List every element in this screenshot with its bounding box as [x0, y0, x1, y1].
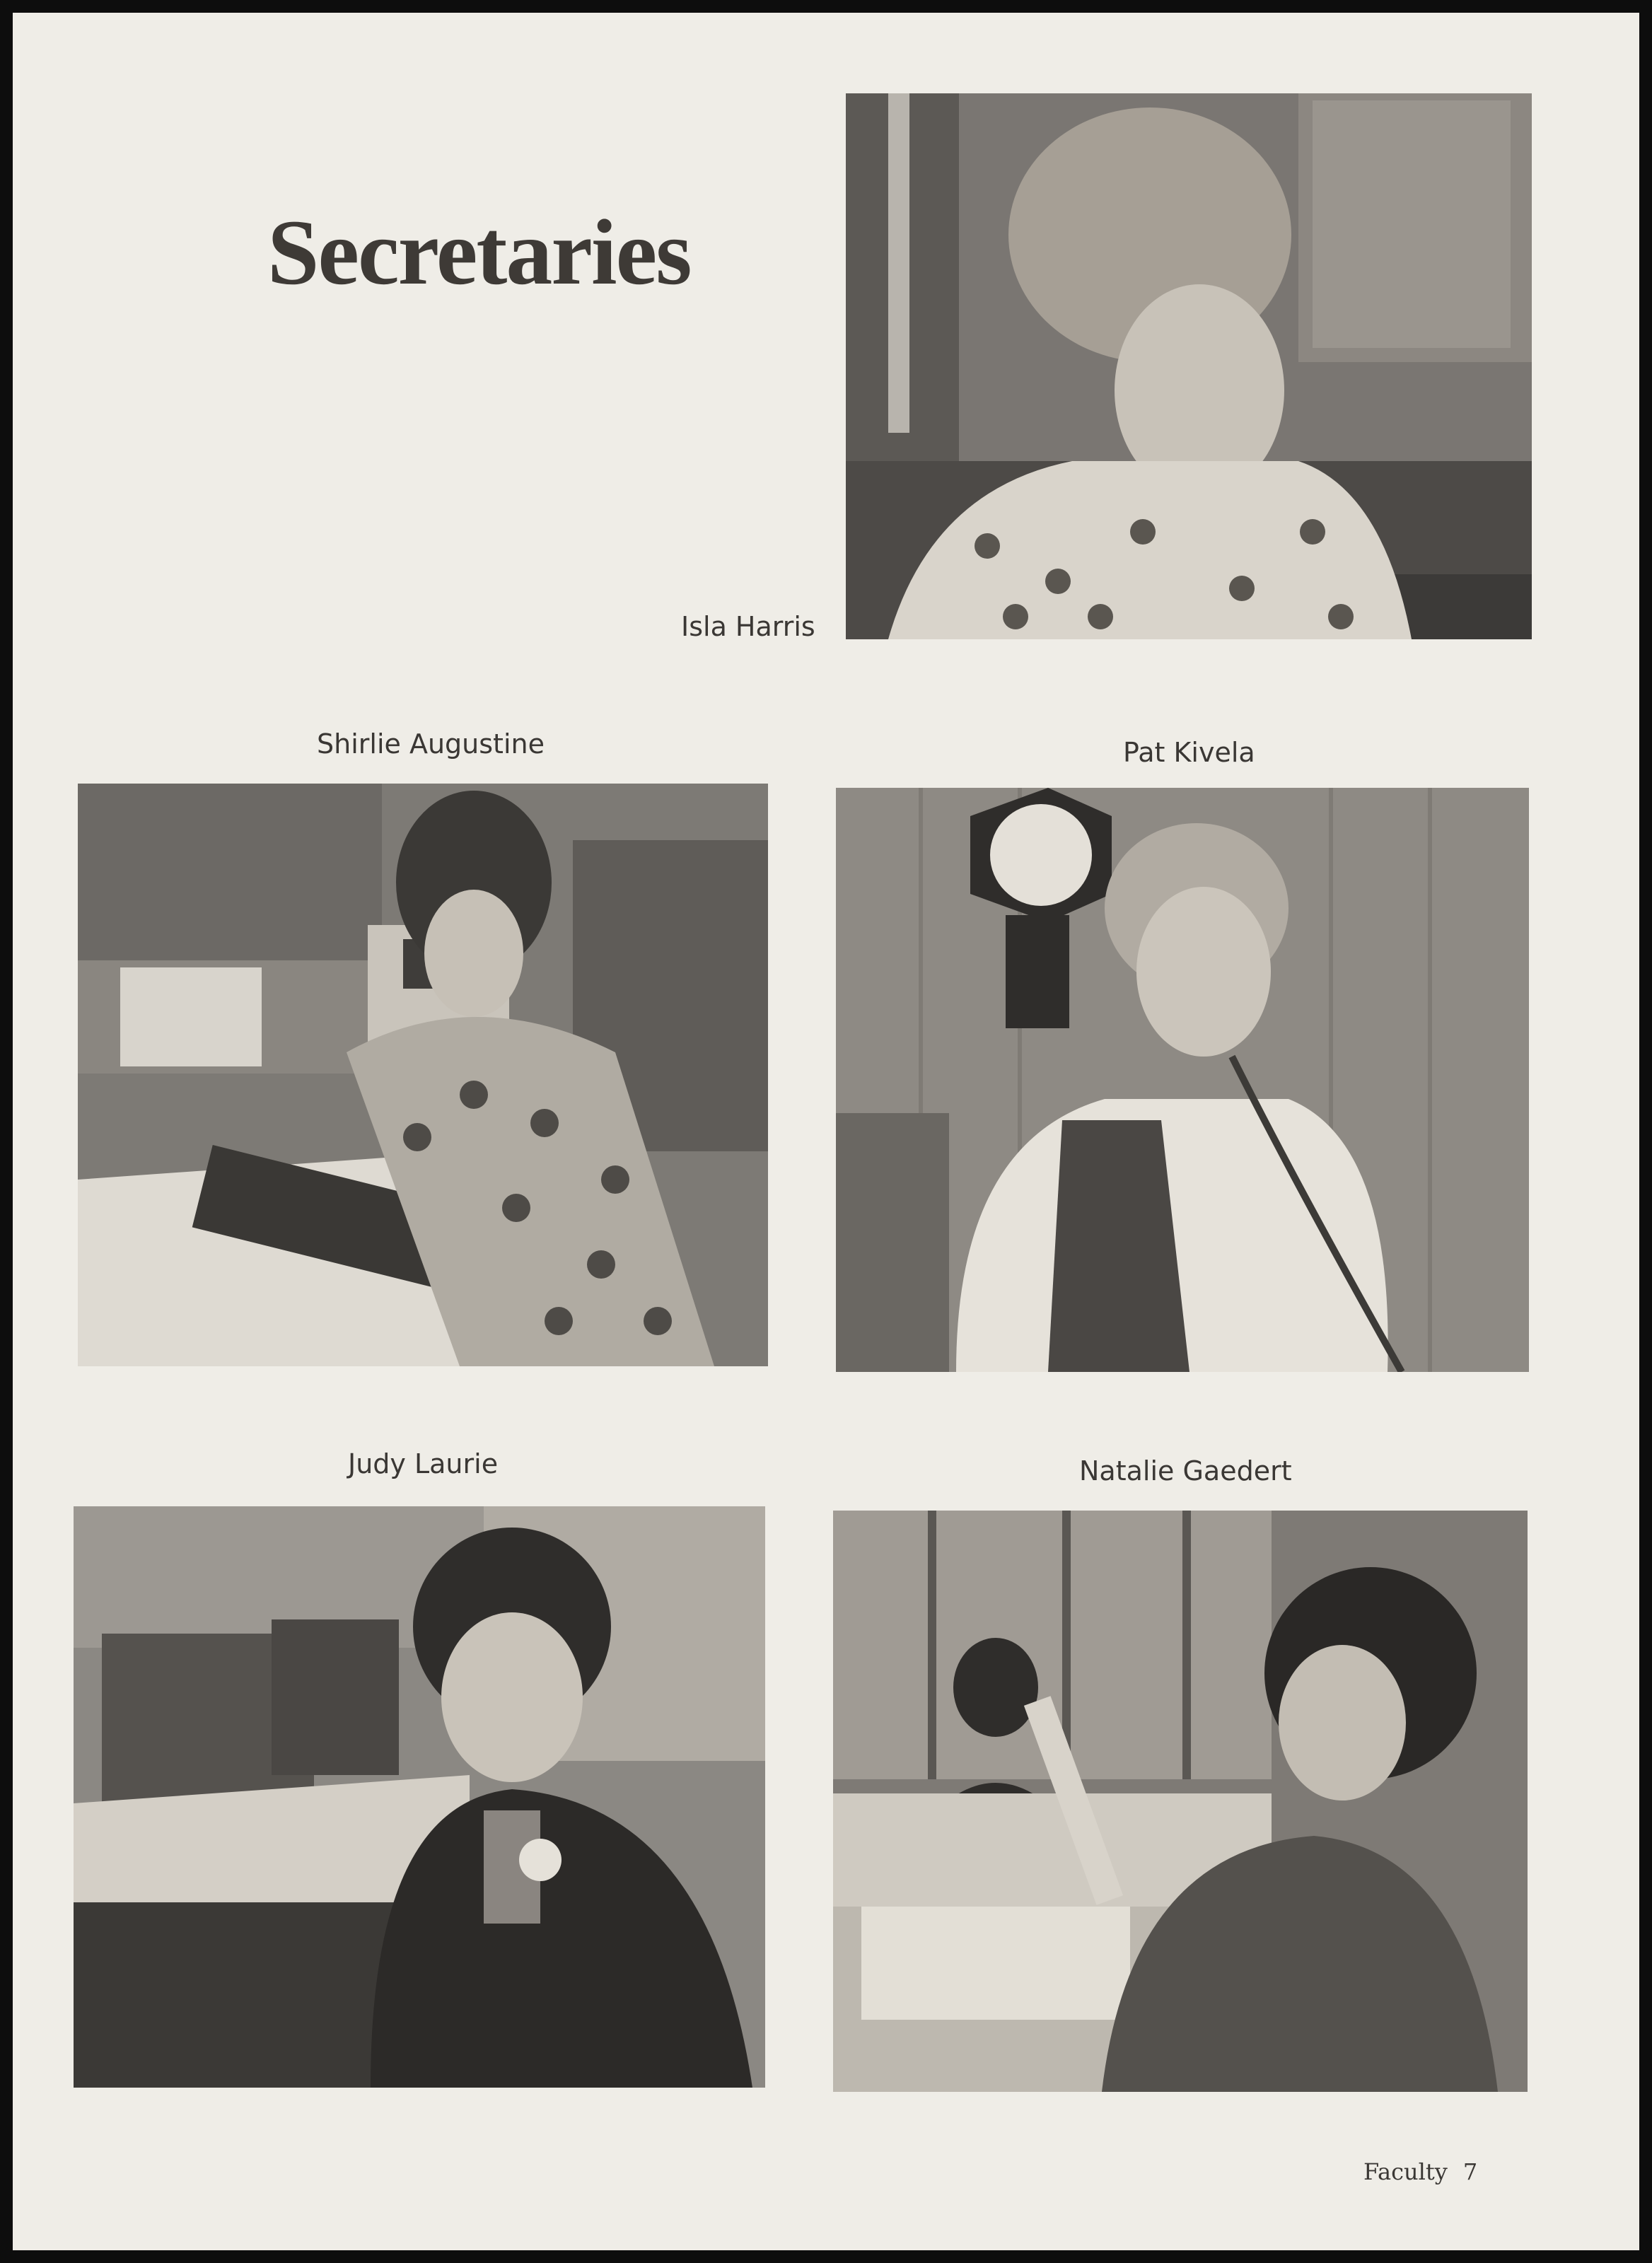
section-label: Faculty	[1363, 2158, 1448, 2185]
photo-pat-kivela	[836, 788, 1529, 1372]
photo-judy-laurie	[74, 1506, 765, 2088]
yearbook-page	[13, 13, 1639, 2250]
caption-shirlie-augustine: Shirlie Augustine	[317, 728, 545, 760]
page-title: Secretaries	[267, 200, 691, 304]
caption-isla-harris: Isla Harris	[681, 611, 815, 642]
photo-isla-harris	[846, 93, 1532, 639]
photo-shirlie-augustine	[78, 784, 768, 1366]
caption-natalie-gaedert: Natalie Gaedert	[1079, 1455, 1292, 1487]
photo-natalie-gaedert	[833, 1511, 1528, 2092]
caption-judy-laurie: Judy Laurie	[348, 1448, 499, 1479]
caption-pat-kivela: Pat Kivela	[1123, 737, 1255, 768]
page-number: 7	[1462, 2158, 1478, 2185]
page-footer	[1363, 2158, 1477, 2185]
